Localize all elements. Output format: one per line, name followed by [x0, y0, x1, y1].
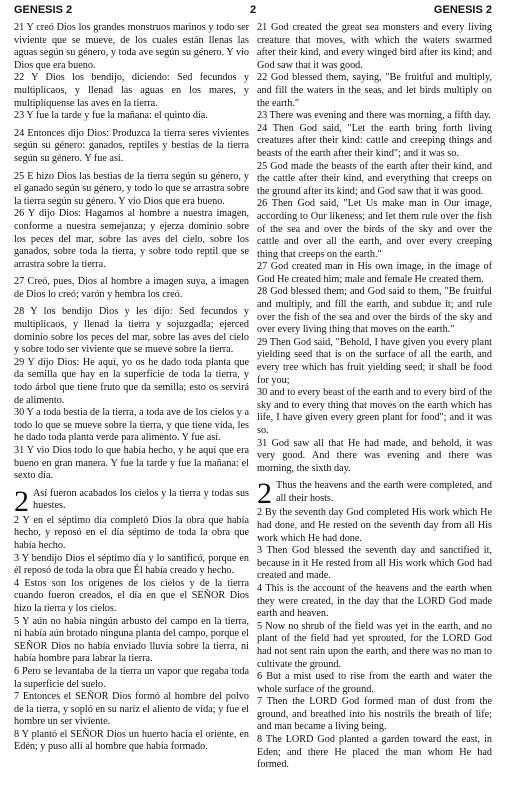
english-column — [257, 22, 492, 772]
spanish-column — [14, 22, 249, 772]
verse-23: 23 Y fue la tarde y fue la mañana: el quinto día. — [14, 110, 208, 122]
verse-21: 21 Y creó Dios los grandes monstruos marinos y todo ser viviente que se mueve, de los cuales están llenas las aguas según su género, y toda ave según su género. Y vio Dios que era bueno. — [14, 22, 249, 71]
chapter-number: 2 — [257, 477, 272, 511]
two-column-text — [14, 22, 492, 772]
verse-22: 22 God blessed them, saying, "Be fruitful and multiply, and fill the waters in the seas, and let birds multiply on the earth." — [257, 72, 492, 109]
chapter-2-verse-1: Así fueron acabados los cielos y la tierra y todas sus huestes. — [33, 487, 249, 512]
chapter-2-verse-2: 2 By the seventh day God completed His work which He had done, and He rested on the seventh day from all His work which He had done. — [257, 507, 492, 544]
chapter-2-verse-8: 8 The LORD God planted a garden toward the east, in Eden; and there He placed the man whom He had formed. — [257, 734, 492, 771]
verse-21: 21 God created the great sea monsters and every living creature that moves, with which the waters swarmed after their kind, and every winged bird after its kind; and God saw that it was good. — [257, 22, 492, 71]
verse-27: 27 God created man in His own image, in the image of God He created him; male and female He created them. — [257, 261, 492, 285]
verse-23: 23 There was evening and there was morning, a fifth day. — [257, 110, 491, 122]
page-number: 2 — [249, 4, 257, 16]
chapter-2-verse-5: 5 Y aún no había ningún arbusto del campo en la tierra, ni había aún brotado ninguna planta del campo, porque el SEÑOR Dios no había enviado lluvia sobre la tierra, ni había hombre para labrar la tierra. — [14, 615, 249, 665]
chapter-2-verse-2: 2 Y en el séptimo día completó Dios la obra que había hecho, y reposó en el día séptimo de toda la obra que había hecho. — [14, 514, 249, 551]
verse-29: 29 Then God said, "Behold, I have given you every plant yielding seed that is on the surface of all the earth, and every tree which has fruit yielding seed; it shall be food for you; — [257, 336, 492, 386]
chapter-2-verse-6: 6 But a mist used to rise from the earth and water the whole surface of the ground. — [257, 671, 492, 695]
verse-28: 28 God blessed them; and God said to them, "Be fruitful and multiply, and fill the earth, and subdue it; and rule over the fish of the sea and over the birds of the sky and over every living thing that moves on the earth." — [257, 286, 492, 336]
verse-30: 30 Y a toda bestia de la tierra, a toda ave de los cielos y a todo lo que se mueve sobre la tierra, y que tiene vida, les he dado toda planta verde para alimento. Y fue así. — [14, 407, 249, 444]
chapter-2-verse-5: 5 Now no shrub of the field was yet in the earth, and no plant of the field had yet sprouted, for the LORD God had not sent rain upon the earth, and there was no man to cultivate the ground. — [257, 620, 492, 670]
chapter-2-verse-3: 3 Y bendijo Dios el séptimo día y lo santificó, porque en él reposó de toda la obra que Él había creado y hecho. — [14, 552, 249, 577]
chapter-number: 2 — [14, 484, 29, 518]
chapter-2-verse-7: 7 Then the LORD God formed man of dust from the ground, and breathed into his nostrils the breath of life; and man became a living being. — [257, 696, 492, 733]
verse-28: 28 Y los bendijo Dios y les dijo: Sed fecundos y multiplicaos, y llenad la tierra y sojuzgadla; ejerced dominio sobre los peces del mar, sobre las aves del cielo y sobre todo ser viviente que se mueve sobre la tierra. — [14, 306, 249, 356]
verse-30: 30 and to every beast of the earth and to every bird of the sky and to every thing that moves on the earth which has life, I have given every green plant for food"; and it was so. — [257, 387, 492, 436]
verse-22: 22 Y Dios los bendijo, diciendo: Sed fecundos y multiplicaos, y llenad las aguas en los mares, y multiplíquense las aves en la tierra. — [14, 72, 249, 109]
header-right: GENESIS 2 — [433, 4, 492, 16]
verse-24: 24 Then God said, "Let the earth bring forth living creatures after their kind: cattle and creeping things and beasts of the earth after their kind"; and it was so. — [257, 122, 492, 159]
chapter-2-verse-4: 4 Estos son los orígenes de los cielos y de la tierra cuando fueron creados, el día en que el SEÑOR Dios hizo la tierra y los cielos. — [14, 577, 249, 614]
chapter-2-verse-8: 8 Y plantó el SEÑOR Dios un huerto hacia el oriente, en Edén; y puso allí al hombre que había formado. — [14, 728, 249, 753]
chapter-2-start — [257, 477, 492, 511]
chapter-2-verse-1: Thus the heavens and the earth were completed, and all their hosts. — [276, 480, 492, 504]
header-left: GENESIS 2 — [14, 4, 73, 16]
verse-24: 24 Entonces dijo Dios: Produzca la tierra seres vivientes según su género: ganados, reptiles y bestias de la tierra según su género. Y fue así. — [14, 127, 249, 164]
verse-25: 25 E hizo Dios las bestias de la tierra según su género, y el ganado según su género, y todo lo que se arrastra sobre la tierra según su género. Y vio Dios que era bueno. — [14, 170, 249, 207]
chapter-2-verse-6: 6 Pero se levantaba de la tierra un vapor que regaba toda la superficie del suelo. — [14, 665, 249, 690]
chapter-2-start — [14, 484, 249, 518]
verse-26: 26 Y dijo Dios: Hagamos al hombre a nuestra imagen, conforme a nuestra semejanza; y ejerza dominio sobre los peces del mar, sobre las aves del cielo, sobre los ganados, sobre toda la tierra, y sobre todo reptil que se arrastra sobre la tierra. — [14, 208, 249, 270]
chapter-2-verse-4: 4 This is the account of the heavens and the earth when they were created, in the day that the LORD God made earth and heaven. — [257, 582, 492, 620]
verse-31: 31 God saw all that He had made, and behold, it was very good. And there was evening and there was morning, the sixth day. — [257, 437, 492, 474]
chapter-2-verse-3: 3 Then God blessed the seventh day and sanctified it, because in it He rested from all His work which God had created and made. — [257, 545, 492, 582]
verse-27: 27 Creó, pues, Dios al hombre a imagen suya, a imagen de Dios lo creó; varón y hembra los creó. — [14, 276, 249, 300]
chapter-2-verse-7: 7 Entonces el SEÑOR Dios formó al hombre del polvo de la tierra, y sopló en su nariz el aliento de vida; y fue el hombre un ser viviente. — [14, 691, 249, 728]
verse-25: 25 God made the beasts of the earth after their kind, and the cattle after their kind, and everything that creeps on the ground after its kind; and God saw that it was good. — [257, 160, 492, 197]
verse-29: 29 Y dijo Dios: He aquí, yo os he dado toda planta que da semilla que hay en la superficie de toda la tierra, y todo árbol que tiene fruto que da semilla; esto os servirá de alimento. — [14, 356, 249, 406]
running-header — [14, 4, 492, 18]
verse-31: 31 Y vio Dios todo lo que había hecho, y he aquí que era bueno en gran manera. Y fue la tarde y fue la mañana: el sexto día. — [14, 445, 249, 482]
verse-26: 26 Then God said, "Let Us make man in Our image, according to Our likeness; and let them rule over the fish of the sea and over the birds of the sky and over the cattle and over all the earth, and over every creeping thing that creeps on the earth." — [257, 198, 492, 260]
